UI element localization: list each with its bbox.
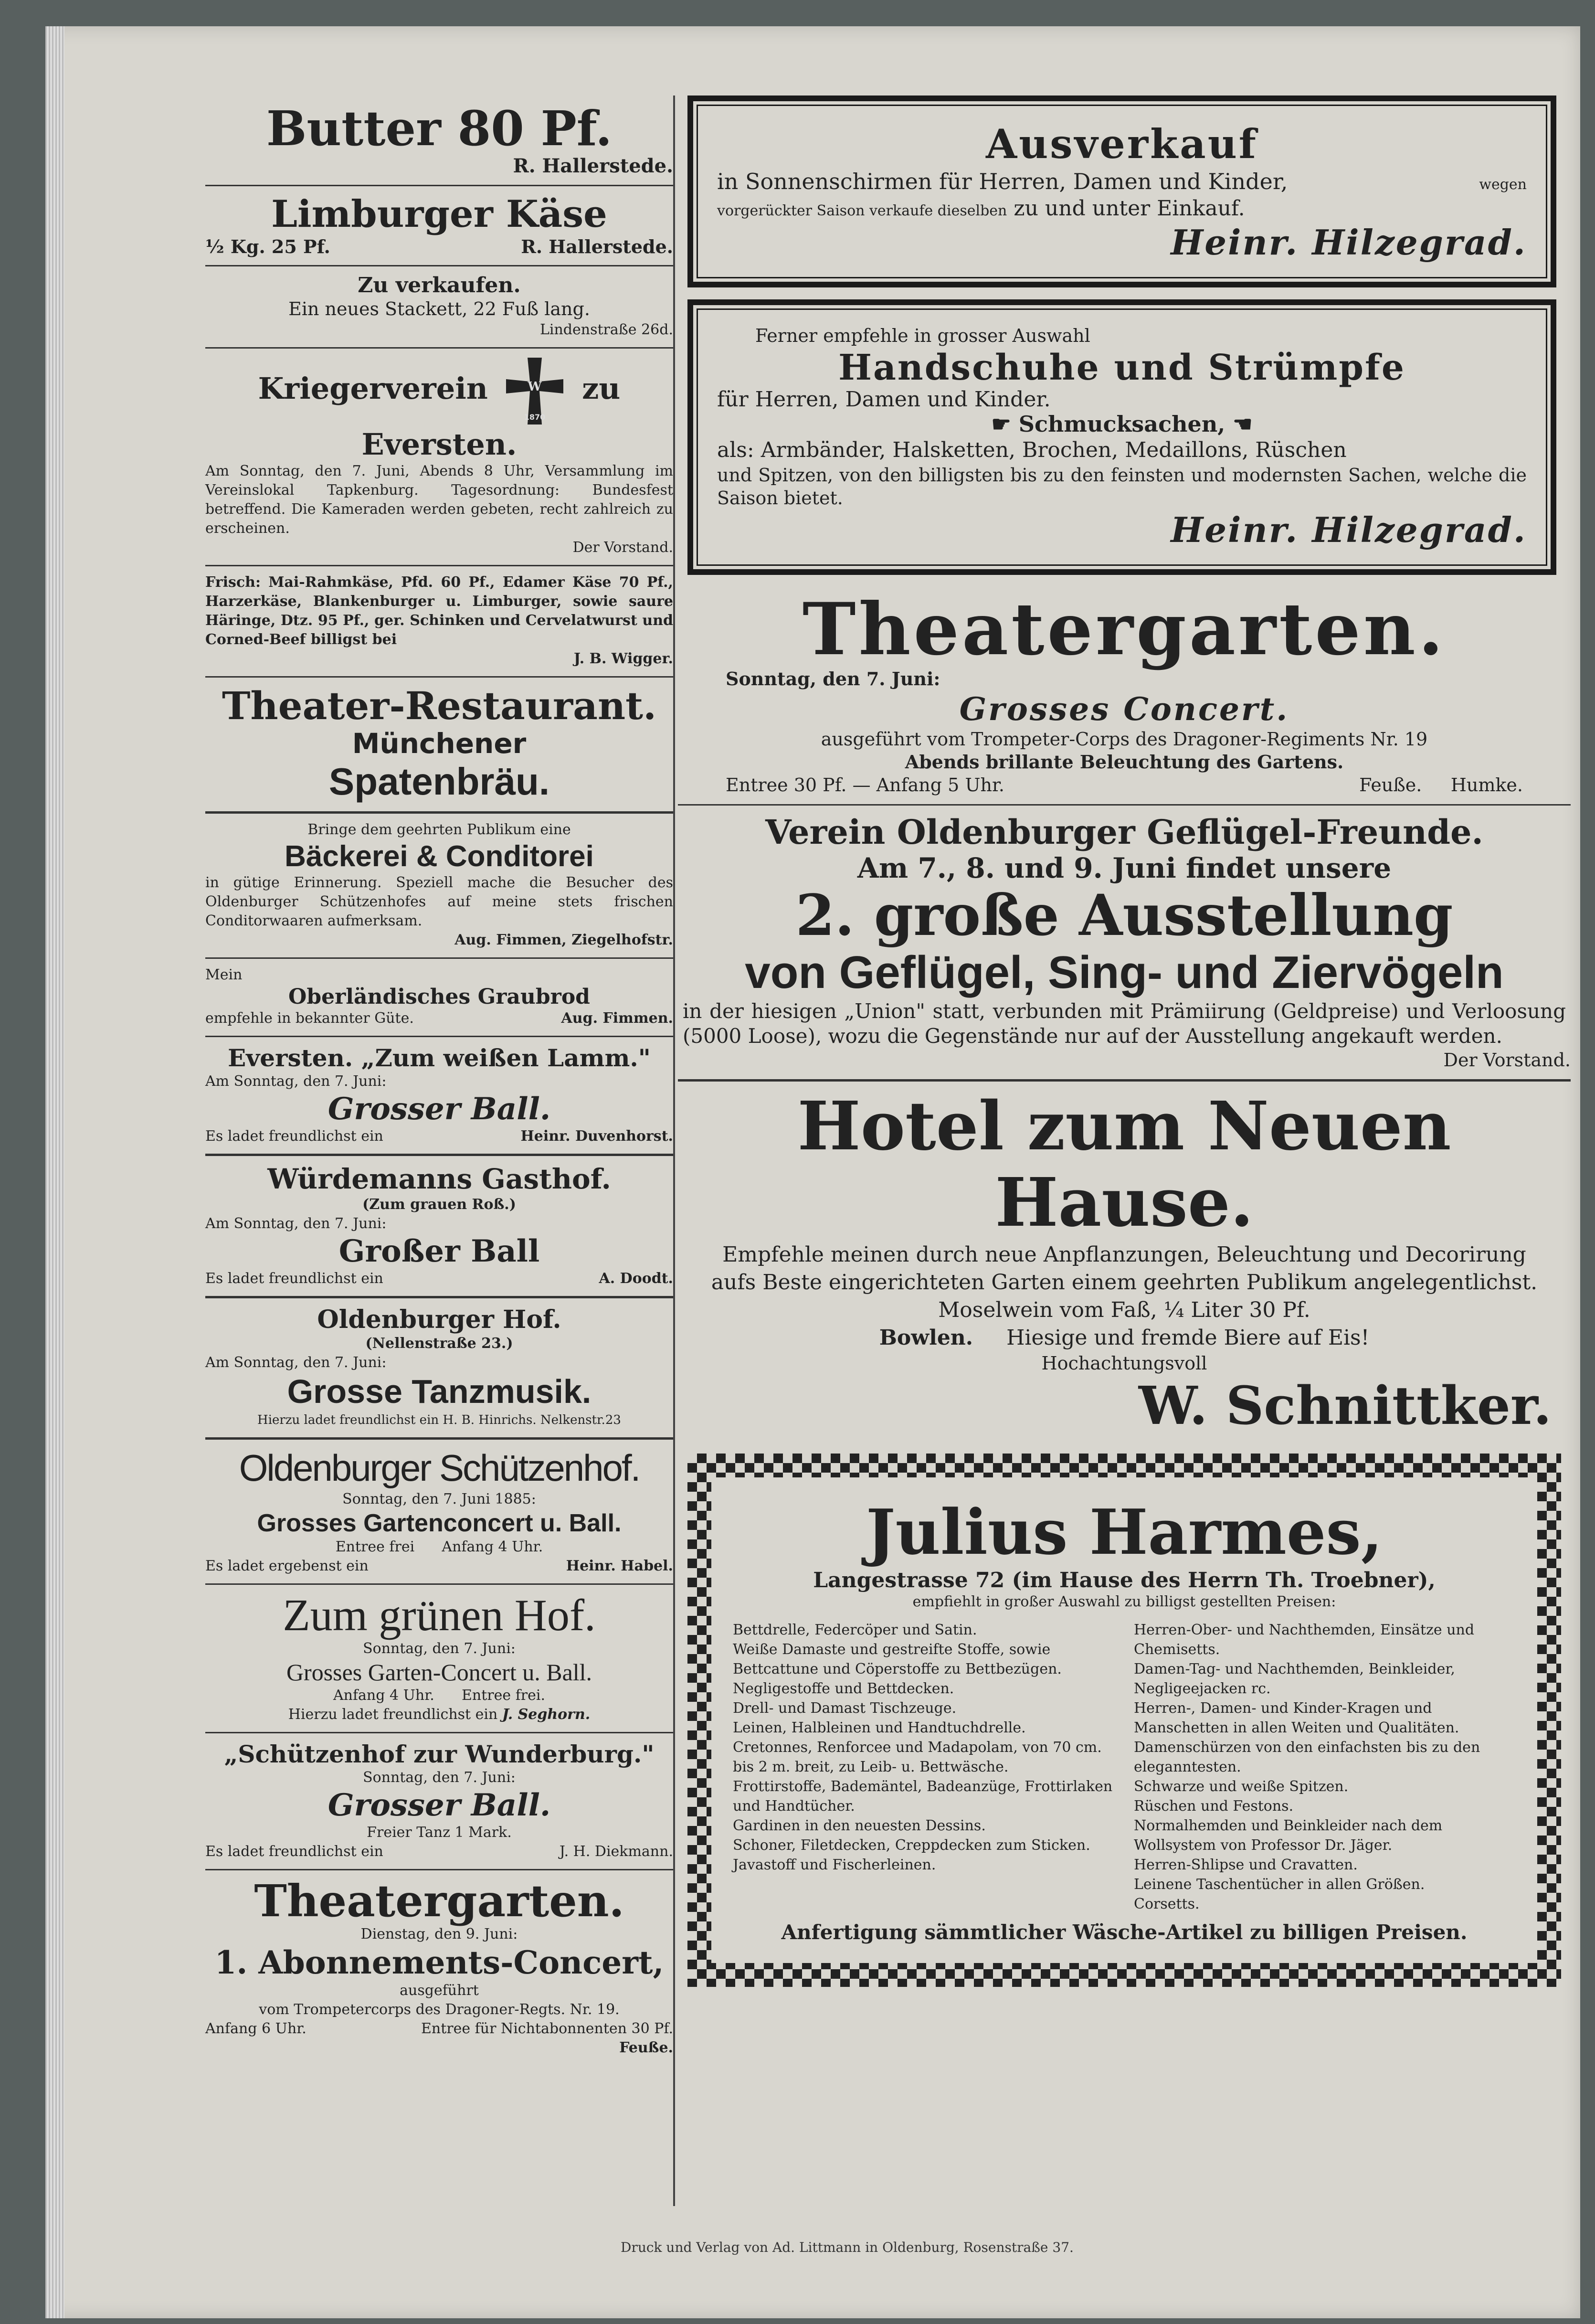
harmes-list-item: Schwarze und weiße Spitzen. bbox=[1134, 1778, 1349, 1795]
theatergarten-light: Abends brillante Beleuchtung des Gartens. bbox=[905, 751, 1344, 773]
column-rule bbox=[673, 96, 675, 2206]
harmes-intro: empfiehlt in großer Auswahl zu billigst gestellten Preisen: bbox=[912, 1593, 1336, 1610]
ad-kriegerverein bbox=[205, 349, 673, 566]
theater-rest-sub2: Spatenbräu. bbox=[328, 760, 550, 803]
hotel-regards: Hochachtungsvoll bbox=[1041, 1353, 1207, 1374]
ad-frisch bbox=[205, 566, 673, 678]
ad-butter bbox=[205, 96, 673, 186]
harmes-list-item: Damen-Tag- und Nachthemden, Beinkleider, Negligeejacken rc. bbox=[1134, 1661, 1455, 1697]
ad-harmes bbox=[687, 1454, 1561, 1987]
lamm-title: Eversten. „Zum weißen Lamm." bbox=[228, 1044, 651, 1072]
harmes-list-item: Leinen, Halbleinen und Handtuchdrelle. bbox=[733, 1719, 1026, 1736]
harmes-right-list bbox=[1134, 1620, 1516, 1914]
verkaufen-title: Zu verkaufen. bbox=[358, 273, 521, 297]
verein-body: in der hiesigen „Union" statt, verbunden mit Prämiirung (Geldpreise) und Verloosung (5000 Loose), wozu die Gegenstände nur auf der Ausstellung angekauft werden. bbox=[683, 999, 1566, 1048]
ad-oldenburger-hof bbox=[205, 1298, 673, 1440]
graubrod-line: empfehle in bekannter Güte. bbox=[205, 1010, 414, 1027]
wunderburg-sig: J. H. Diekmann. bbox=[559, 1843, 673, 1860]
harmes-addr: Langestrasse 72 (im Hause des Herrn Th. Troebner), bbox=[813, 1568, 1436, 1592]
handschuhe-line2: als: Armbänder, Halsketten, Brochen, Medaillons, Rüschen bbox=[717, 438, 1347, 462]
theatergarten-start: — Anfang 5 Uhr. bbox=[852, 775, 1005, 796]
krieger-title-a: Kriegerverein bbox=[258, 371, 488, 406]
baeckerei-intro: Bringe dem geehrten Publikum eine bbox=[307, 821, 571, 838]
wuerdemann-sig: A. Doodt. bbox=[599, 1270, 673, 1287]
schuetzenhof-event: Grosses Gartenconcert u. Ball. bbox=[257, 1509, 622, 1537]
ad-ausverkauf bbox=[687, 96, 1556, 287]
harmes-list-item: Herren-Shlipse und Cravatten. bbox=[1134, 1857, 1358, 1873]
schuetzenhof-line: Es ladet ergebenst ein bbox=[205, 1558, 369, 1574]
lamm-event: Grosser Ball. bbox=[327, 1091, 551, 1127]
harmes-list-item: Schoner, Filetdecken, Creppdecken zum Sticken. bbox=[733, 1837, 1090, 1854]
ad-theatergarten bbox=[678, 584, 1571, 806]
theatergarten-by: ausgeführt vom Trompeter-Corps des Dragoner-Regiments Nr. 19 bbox=[821, 729, 1428, 750]
harmes-list-item: Herren-, Damen- und Kinder-Kragen und Manschetten in allen Weiten und Qualitäten. bbox=[1134, 1700, 1459, 1736]
right-column bbox=[678, 96, 1571, 1987]
harmes-list-item: Leinene Taschentücher in allen Größen. bbox=[1134, 1876, 1425, 1893]
verein-sig: Der Vorstand. bbox=[1443, 1050, 1571, 1071]
ohof-event: Grosse Tanzmusik. bbox=[287, 1373, 592, 1410]
ausverkauf-line2a: vorgerückter Saison verkaufe dieselben bbox=[717, 202, 1007, 219]
verein-title: Verein Oldenburger Geflügel-Freunde. bbox=[765, 812, 1483, 852]
wunderburg-line: Es ladet freundlichst ein bbox=[205, 1843, 383, 1860]
verein-sub: von Geflügel, Sing- und Ziervögeln bbox=[745, 947, 1504, 998]
harmes-list-item: Herren-Ober- und Nachthemden, Einsätze und Chemisetts. bbox=[1134, 1622, 1475, 1658]
wunderburg-dance: Freier Tanz 1 Mark. bbox=[367, 1824, 512, 1841]
pointing-hand-right-icon: ☛ bbox=[991, 411, 1011, 437]
harmes-list-item: Damenschürzen von den einfachsten bis zu den eleganntesten. bbox=[1134, 1739, 1480, 1775]
page-edge bbox=[45, 26, 64, 2318]
ad-graubrod bbox=[205, 959, 673, 1037]
left-column bbox=[205, 96, 673, 2065]
lamm-date: Am Sonntag, den 7. Juni: bbox=[205, 1073, 387, 1090]
ad-wunderburg bbox=[205, 1733, 673, 1870]
tg2-title: Theatergarten. bbox=[254, 1875, 624, 1927]
tg2-date: Dienstag, den 9. Juni: bbox=[360, 1926, 518, 1942]
theatergarten-entry: Entree 30 Pf. bbox=[726, 775, 847, 796]
wuerdemann-title: Würdemanns Gasthof. bbox=[267, 1163, 611, 1195]
harmes-list-item: Cretonnes, Renforcee und Madapolam, von 70 cm. bis 2 m. breit, zu Leib- u. Bettwäsche. bbox=[733, 1739, 1102, 1775]
handschuhe-intro: Ferner empfehle in grosser Auswahl bbox=[755, 325, 1090, 346]
graubrod-sig: Aug. Fimmen. bbox=[561, 1010, 673, 1027]
krieger-title-b: zu Eversten. bbox=[361, 371, 621, 462]
tg2-entry: Entree für Nichtabonnenten 30 Pf. bbox=[421, 2020, 673, 2037]
hotel-body: Empfehle meinen durch neue Anpflanzungen, Beleuchtung und Decorirung aufs Beste eingerichteten Garten einem geehrten Publikum angelegentlichst. bbox=[711, 1242, 1538, 1295]
imprint: Druck und Verlag von Ad. Littmann in Oldenburg, Rosenstraße 37. bbox=[621, 2239, 1074, 2255]
harmes-list-item: Bettdrelle, Federcöper und Satin. bbox=[733, 1622, 977, 1638]
ausverkauf-sig: Heinr. Hilzegrad. bbox=[1171, 222, 1527, 263]
schuetzenhof-sig: Heinr. Habel. bbox=[566, 1558, 673, 1574]
ad-hotel bbox=[678, 1082, 1571, 1444]
gruener-title: Zum grünen Hof. bbox=[283, 1591, 596, 1640]
harmes-list-item: Negligestoffe und Bettdecken. bbox=[733, 1680, 954, 1697]
graubrod-title: Oberländisches Graubrod bbox=[288, 985, 590, 1009]
butter-seller: R. Hallerstede. bbox=[513, 155, 673, 177]
handschuhe-line1: für Herren, Damen und Kinder. bbox=[717, 387, 1051, 412]
verkaufen-line: Ein neues Stackett, 22 Fuß lang. bbox=[288, 298, 590, 319]
hotel-title: Hotel zum Neuen Hause. bbox=[797, 1087, 1451, 1242]
cross-year: 1870 bbox=[524, 413, 546, 422]
tg2-performed: ausgeführt bbox=[400, 1982, 479, 1999]
ad-schuetzenhof bbox=[205, 1440, 673, 1585]
gruener-line: Hierzu ladet freundlichst ein bbox=[288, 1706, 498, 1723]
hotel-bowlen: Bowlen. bbox=[879, 1326, 973, 1350]
wuerdemann-sub: (Zum grauen Roß.) bbox=[362, 1196, 516, 1213]
hotel-bier: Hiesige und fremde Biere auf Eis! bbox=[1006, 1326, 1370, 1350]
baeckerei-sig: Aug. Fimmen, Ziegelhofstr. bbox=[454, 932, 673, 948]
wunderburg-title: „Schützenhof zur Wunderburg." bbox=[224, 1740, 655, 1768]
ausverkauf-title: Ausverkauf bbox=[986, 120, 1258, 168]
harmes-list-item: Javastoff und Fischerleinen. bbox=[733, 1857, 936, 1873]
wunderburg-date: Sonntag, den 7. Juni: bbox=[363, 1769, 516, 1786]
tg2-sig: Feuße. bbox=[619, 2039, 673, 2056]
handschuhe-sub: Schmucksachen, bbox=[1018, 411, 1225, 437]
verkaufen-addr: Lindenstraße 26d. bbox=[539, 321, 673, 338]
tg2-start: Anfang 6 Uhr. bbox=[205, 2020, 306, 2037]
gruener-event: Grosses Garten-Concert u. Ball. bbox=[286, 1659, 592, 1686]
ohof-sub: (Nellenstraße 23.) bbox=[365, 1335, 513, 1352]
tg2-by: vom Trompetercorps des Dragoner-Regts. Nr. 19. bbox=[259, 2001, 620, 2018]
ad-theatergarten-2 bbox=[205, 1870, 673, 2065]
handschuhe-line3: und Spitzen, von den billigsten bis zu den feinsten und modernsten Sachen, welche die Saison bietet. bbox=[717, 465, 1527, 509]
gruener-start: Anfang 4 Uhr. bbox=[333, 1687, 434, 1704]
harmes-left-list bbox=[733, 1620, 1115, 1914]
ad-limburger bbox=[205, 186, 673, 266]
handschuhe-title: Handschuhe und Strümpfe bbox=[838, 347, 1405, 388]
theater-rest-sub1: Münchener bbox=[352, 727, 527, 760]
limburger-title: Limburger Käse bbox=[271, 192, 607, 236]
limburger-seller: R. Hallerstede. bbox=[521, 236, 673, 257]
harmes-list-item: Rüschen und Festons. bbox=[1134, 1798, 1294, 1815]
iron-cross-icon bbox=[504, 355, 566, 427]
gruener-date: Sonntag, den 7. Juni: bbox=[363, 1640, 516, 1657]
krieger-sig: Der Vorstand. bbox=[572, 539, 673, 556]
tg2-event: 1. Abonnements-Concert, bbox=[214, 1944, 664, 1981]
harmes-list-item: Frottirstoffe, Bademäntel, Badeanzüge, Frottirlaken und Handtücher. bbox=[733, 1778, 1113, 1815]
theatergarten-sig1: Feuße. bbox=[1359, 775, 1422, 796]
schuetzenhof-title: Oldenburger Schützenhof. bbox=[239, 1447, 640, 1489]
ad-lamm bbox=[205, 1037, 673, 1156]
theatergarten-date: Sonntag, den 7. Juni: bbox=[726, 668, 940, 690]
schuetzenhof-date: Sonntag, den 7. Juni 1885: bbox=[342, 1491, 536, 1507]
ad-verkaufen bbox=[205, 266, 673, 349]
verein-date: Am 7., 8. und 9. Juni findet unsere bbox=[857, 852, 1392, 884]
theatergarten-sig2: Humke. bbox=[1450, 775, 1523, 796]
schuetzenhof-entry: Entree frei bbox=[335, 1539, 415, 1555]
ohof-date: Am Sonntag, den 7. Juni: bbox=[205, 1354, 387, 1371]
wuerdemann-event: Großer Ball bbox=[338, 1233, 540, 1269]
baeckerei-title: Bäckerei & Conditorei bbox=[285, 840, 594, 873]
ausverkauf-line2b: zu und unter Einkauf. bbox=[1014, 196, 1245, 221]
ad-gruener-hof bbox=[205, 1585, 673, 1733]
schuetzenhof-start: Anfang 4 Uhr. bbox=[442, 1539, 543, 1555]
theater-rest-title: Theater-Restaurant. bbox=[222, 683, 656, 728]
graubrod-intro: Mein bbox=[205, 966, 243, 983]
harmes-list-item: Drell- und Damast Tischzeuge. bbox=[733, 1700, 957, 1717]
gruener-sig: J. Seghorn. bbox=[502, 1706, 591, 1723]
harmes-footer: Anfertigung sämmtlicher Wäsche-Artikel zu billigen Preisen. bbox=[781, 1921, 1468, 1944]
harmes-list-item: Gardinen in den neuesten Dessins. bbox=[733, 1817, 986, 1834]
ad-theater-restaurant bbox=[205, 678, 673, 814]
harmes-lists bbox=[733, 1620, 1516, 1914]
harmes-list-item: Corsetts. bbox=[1134, 1896, 1200, 1912]
lamm-sig: Heinr. Duvenhorst. bbox=[520, 1128, 673, 1145]
ohof-title: Oldenburger Hof. bbox=[317, 1305, 561, 1334]
wuerdemann-date: Am Sonntag, den 7. Juni: bbox=[205, 1215, 387, 1232]
ad-verein bbox=[678, 806, 1571, 1082]
theatergarten-event: Grosses Concert. bbox=[959, 690, 1289, 728]
wuerdemann-line: Es ladet freundlichst ein bbox=[205, 1270, 383, 1287]
krieger-body: Am Sonntag, den 7. Juni, Abends 8 Uhr, Versammlung im Vereinslokal Tapkenburg. Tagesordnung: Bundesfest betreffend. Die Kameraden werden gebeten, recht zahlreich zu erscheinen. bbox=[205, 463, 673, 537]
ad-baeckerei bbox=[205, 814, 673, 959]
ohof-line: Hierzu ladet freundlichst ein H. B. Hinrichs. Nelkenstr.23 bbox=[257, 1413, 621, 1427]
harmes-list-item: Weiße Damaste und gestreifte Stoffe, sowie Bettcattune und Cöperstoffe zu Bettbezügen. bbox=[733, 1641, 1062, 1677]
baeckerei-body: in gütige Erinnerung. Speziell mache die Besucher des Oldenburger Schützenhofes auf meine stets frischen Conditorwaaren aufmerksam. bbox=[205, 874, 673, 929]
frisch-body: Frisch: Mai-Rahmkäse, Pfd. 60 Pf., Edamer Käse 70 Pf., Harzerkäse, Blankenburger u. Limburger, sowie saure Häringe, Dtz. 95 Pf., ger. Schinken und Cervelatwurst und Corned-Beef billigst bei bbox=[205, 574, 673, 648]
hotel-sig: W. Schnittker. bbox=[1138, 1375, 1552, 1436]
butter-title: Butter 80 Pf. bbox=[266, 100, 613, 157]
lamm-line: Es ladet freundlichst ein bbox=[205, 1128, 383, 1145]
frisch-sig: J. B. Wigger. bbox=[573, 650, 673, 667]
harmes-title: Julius Harmes, bbox=[866, 1496, 1383, 1569]
limburger-price: ½ Kg. 25 Pf. bbox=[205, 236, 330, 257]
ad-wuerdemann bbox=[205, 1156, 673, 1298]
hotel-wine: Moselwein vom Faß, ¼ Liter 30 Pf. bbox=[938, 1298, 1310, 1322]
gruener-entry: Entree frei. bbox=[462, 1687, 546, 1704]
wunderburg-event: Grosser Ball. bbox=[327, 1787, 551, 1823]
ausverkauf-line1: in Sonnenschirmen für Herren, Damen und Kinder, bbox=[717, 169, 1288, 194]
cross-letter: W bbox=[528, 380, 542, 394]
harmes-list-item: Normalhemden und Beinkleider nach dem Wollsystem von Professor Dr. Jäger. bbox=[1134, 1817, 1443, 1854]
handschuhe-sig: Heinr. Hilzegrad. bbox=[1171, 509, 1527, 550]
ausverkauf-line1b: wegen bbox=[1479, 176, 1527, 193]
theatergarten-title: Theatergarten. bbox=[802, 587, 1447, 671]
verein-event: 2. große Ausstellung bbox=[795, 882, 1453, 948]
ad-handschuhe bbox=[687, 299, 1556, 575]
pointing-hand-left-icon: ☚ bbox=[1233, 411, 1253, 437]
